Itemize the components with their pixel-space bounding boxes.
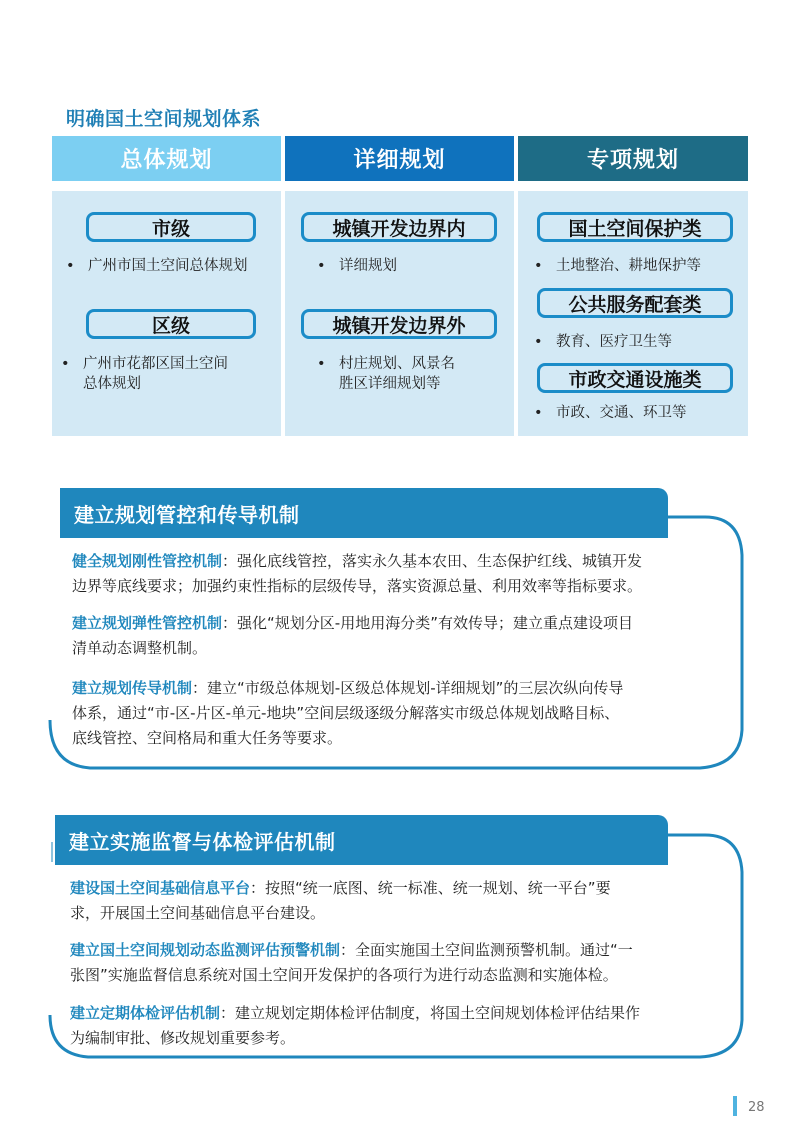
paragraph-key: 建立定期体检评估机制 bbox=[70, 1004, 221, 1022]
paragraph-line: 体系，通过“市-区-片区-单元-地块”空间层级逐级分解落实市级总体规划战略目标、 bbox=[72, 704, 620, 722]
paragraph-line: 为编制审批、修改规划重要参考。 bbox=[70, 1029, 296, 1047]
label-district-level: 区级 bbox=[86, 309, 256, 339]
label-municipal-transport: 市政交通设施类 bbox=[537, 363, 733, 393]
separator: ： bbox=[222, 614, 238, 632]
label-inside-boundary: 城镇开发边界内 bbox=[301, 212, 497, 242]
label-land-protection: 国土空间保护类 bbox=[537, 212, 733, 242]
panel-title: 建立实施监督与体检评估机制 bbox=[55, 815, 668, 865]
bullet-text: 胜区详细规划等 bbox=[339, 376, 441, 392]
paragraph-line: 底线管控、空间格局和重大任务等要求。 bbox=[72, 729, 343, 747]
column-header-special: 专项规划 bbox=[518, 136, 748, 181]
bullet-dot: • bbox=[317, 356, 326, 372]
paragraph-line: 强化底线管控，落实永久基本农田、生态保护红线、城镇开发 bbox=[237, 552, 643, 570]
paragraph-key: 健全规划刚性管控机制 bbox=[72, 552, 223, 570]
separator: ： bbox=[340, 941, 356, 959]
label-public-services: 公共服务配套类 bbox=[537, 288, 733, 318]
bullet-text: 详细规划 bbox=[339, 258, 397, 274]
page-number: 28 bbox=[748, 1100, 765, 1115]
bullet-dot: • bbox=[534, 405, 543, 421]
bullet-text: 教育、医疗卫生等 bbox=[556, 334, 672, 350]
paragraph-line: 建立“市级总体规划-区级总体规划-详细规划”的三层次纵向传导 bbox=[207, 679, 624, 697]
bullet-text: 广州市国土空间总体规划 bbox=[88, 258, 248, 274]
bullet-dot: • bbox=[66, 258, 75, 274]
bullet-text: 市政、交通、环卫等 bbox=[556, 405, 687, 421]
paragraph-dynamic-monitoring bbox=[70, 938, 742, 988]
separator: ： bbox=[192, 679, 208, 697]
bullet-text: 村庄规划、风景名 bbox=[339, 356, 455, 372]
panel-title: 建立规划管控和传导机制 bbox=[60, 488, 668, 538]
column-header-overall: 总体规划 bbox=[52, 136, 281, 181]
separator: ： bbox=[220, 1004, 236, 1022]
separator: ： bbox=[222, 552, 238, 570]
bullet-text: 广州市花都区国土空间 bbox=[83, 356, 228, 372]
paragraph-line: 边界等底线要求；加强约束性指标的层级传导，落实资源总量、利用效率等指标要求。 bbox=[72, 577, 643, 595]
paragraph-key: 建设国土空间基础信息平台 bbox=[70, 879, 251, 897]
column-header-detailed: 详细规划 bbox=[285, 136, 514, 181]
paragraph-key: 建立国土空间规划动态监测评估预警机制 bbox=[70, 941, 341, 959]
separator: ： bbox=[250, 879, 266, 897]
bullet-dot: • bbox=[61, 356, 70, 372]
section-title-planning-system: 明确国土空间规划体系 bbox=[66, 108, 262, 130]
label-outside-boundary: 城镇开发边界外 bbox=[301, 309, 497, 339]
label-city-level: 市级 bbox=[86, 212, 256, 242]
paragraph-line: 求，开展国土空间基础信息平台建设。 bbox=[70, 904, 326, 922]
paragraph-line: 建立规划定期体检评估制度，将国土空间规划体检评估结果作 bbox=[235, 1004, 641, 1022]
paragraph-periodic-evaluation bbox=[70, 1001, 742, 1051]
paragraph-line: 全面实施国土空间监测预警机制。通过“一 bbox=[355, 941, 633, 959]
bullet-dot: • bbox=[534, 258, 543, 274]
paragraph-key: 建立规划弹性管控机制 bbox=[72, 614, 223, 632]
paragraph-line: 强化“规划分区-用地用海分类”有效传导；建立重点建设项目 bbox=[237, 614, 633, 632]
bullet-text: 总体规划 bbox=[83, 376, 141, 392]
bullet-dot: • bbox=[317, 258, 326, 274]
paragraph-line: 按照“统一底图、统一标准、统一规划、统一平台”要 bbox=[265, 879, 611, 897]
paragraph-key: 建立规划传导机制 bbox=[72, 679, 193, 697]
paragraph-line: 张图”实施监督信息系统对国土空间开发保护的各项行为进行动态监测和实施体检。 bbox=[70, 966, 618, 984]
page-number-accent bbox=[733, 1096, 737, 1116]
paragraph-line: 清单动态调整机制。 bbox=[72, 639, 208, 657]
bullet-text: 土地整治、耕地保护等 bbox=[556, 258, 701, 274]
bullet-dot: • bbox=[534, 334, 543, 350]
paragraph-info-platform bbox=[70, 876, 742, 926]
